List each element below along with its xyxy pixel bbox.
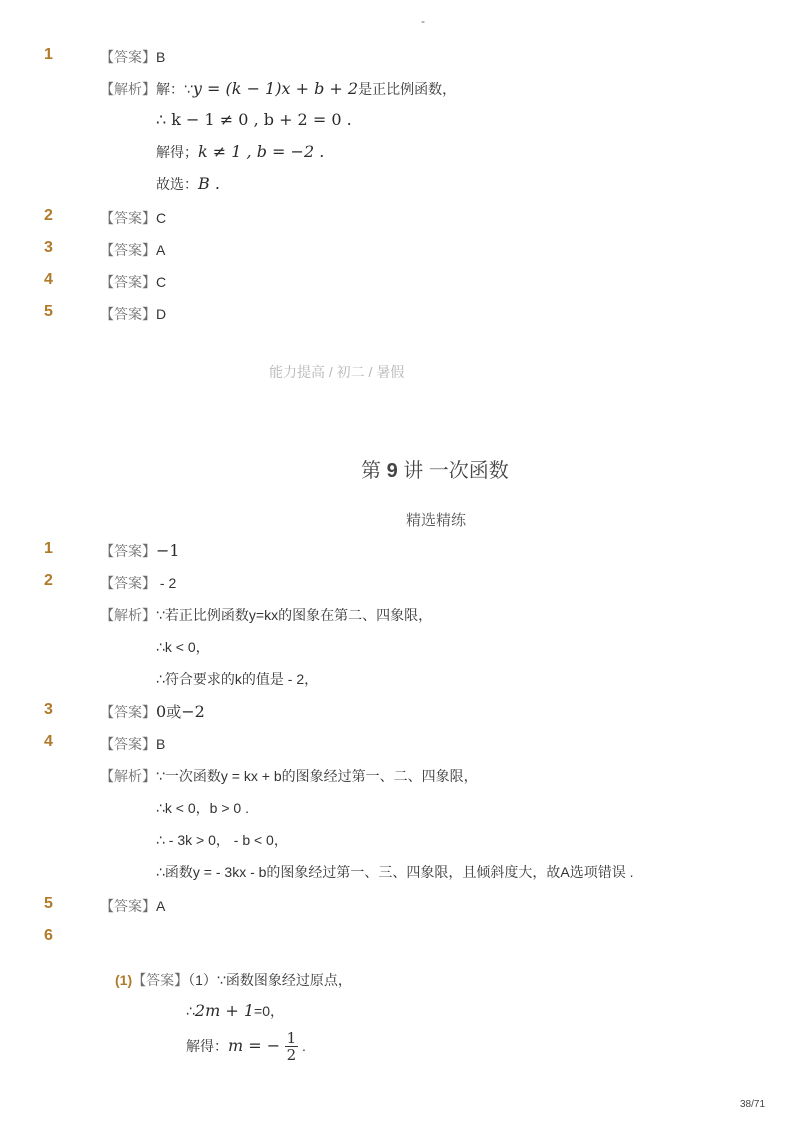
- fraction: [285, 1030, 299, 1063]
- analysis-line: ∴ k − 1 ≠ 0 , b + 2 = 0 .: [156, 110, 352, 129]
- answer-row: [100, 701, 205, 722]
- answer-row: [115, 970, 352, 990]
- analysis-line: [156, 174, 220, 194]
- question-number: 3: [44, 701, 53, 718]
- answer-value: −1: [156, 541, 180, 560]
- analysis-label: 【解析】: [100, 607, 156, 623]
- question-number: 2: [44, 572, 53, 589]
- analysis-line: ∴函数y = - 3kx - b的图象经过第一、三、四象限，且倾斜度大，故A选项错误 .: [156, 864, 634, 880]
- answer-row: [100, 573, 176, 593]
- question-number: 5: [44, 303, 53, 320]
- page-footer-banner: 能力提高 / 初二 / 暑假: [269, 364, 405, 380]
- answer-value: A: [156, 898, 166, 914]
- analysis-line: [156, 142, 324, 162]
- answer-row: [100, 47, 165, 67]
- answer-value: - 2: [156, 575, 177, 591]
- page-number: 38/71: [740, 1099, 766, 1110]
- analysis-label: 【解析】: [100, 768, 156, 784]
- answer-label: 【答案】: [100, 736, 156, 752]
- answer-row: [100, 240, 165, 260]
- answer-value: C: [156, 274, 167, 290]
- answer-value: B: [156, 49, 166, 65]
- answer-row: [100, 896, 165, 916]
- answer-value: −2: [181, 702, 205, 721]
- analysis-text: ∵若正比例函数y=kx的图象在第二、四象限，: [156, 607, 433, 623]
- question-number: 4: [44, 733, 53, 750]
- answer-value: C: [156, 210, 167, 226]
- question-number: 5: [44, 895, 53, 912]
- answer-text: .: [298, 1038, 306, 1054]
- analysis-line: ∴k < 0，: [156, 639, 210, 655]
- fraction-numerator: 1: [286, 1028, 297, 1047]
- answer-label: 【答案】: [132, 972, 189, 988]
- lesson-number: 9: [386, 460, 398, 482]
- answer-value: B: [156, 736, 166, 752]
- answer-value: A: [156, 242, 166, 258]
- fraction-denominator: 2: [286, 1045, 297, 1064]
- answer-text: =0，: [254, 1003, 284, 1019]
- question-number: 1: [44, 46, 53, 63]
- math-expression: m = −: [228, 1036, 281, 1055]
- answer-row: [100, 304, 166, 324]
- answer-line: [186, 1001, 284, 1021]
- answer-value: D: [156, 306, 167, 322]
- answer-text: 解得：: [186, 1038, 228, 1054]
- answer-label: 【答案】: [100, 898, 156, 914]
- lesson-subtitle: 精选精练: [406, 512, 467, 529]
- top-mark: -: [421, 14, 425, 28]
- answer-value: 0: [156, 702, 167, 721]
- answer-text: （1）∵函数图象经过原点，: [188, 972, 352, 988]
- math-expression: 2m + 1: [194, 1001, 255, 1020]
- answer-label: 【答案】: [100, 274, 156, 290]
- question-number: 3: [44, 239, 53, 256]
- analysis-text: 解：∵: [156, 81, 193, 97]
- answer-label: 【答案】: [100, 306, 156, 322]
- answer-text: ∴: [186, 1003, 195, 1019]
- answer-label: 【答案】: [100, 49, 156, 65]
- lesson-title: [361, 454, 509, 483]
- question-number: 1: [44, 540, 53, 557]
- sub-question-label: (1): [115, 972, 133, 988]
- answer-label: 【答案】: [100, 543, 156, 559]
- answer-label: 【答案】: [100, 575, 156, 591]
- question-number: 6: [44, 927, 53, 944]
- answer-value: 或: [166, 704, 182, 721]
- analysis-line: ∴ - 3k > 0， - b < 0，: [156, 832, 288, 848]
- answer-label: 【答案】: [100, 242, 156, 258]
- answer-label: 【答案】: [100, 210, 156, 226]
- lesson-title-text: 讲 一次函数: [403, 460, 509, 482]
- analysis-line: ∴k < 0，b > 0 .: [156, 800, 249, 816]
- math-expression: k ≠ 1 , b = −2 .: [198, 142, 325, 161]
- analysis-text: ∵一次函数y = kx + b的图象经过第一、二、四象限，: [156, 768, 478, 784]
- lesson-title-prefix: 第: [361, 460, 381, 482]
- answer-line: [186, 1024, 306, 1068]
- analysis-row: [100, 79, 456, 99]
- analysis-row: [100, 766, 478, 786]
- math-expression: B .: [198, 174, 220, 193]
- question-number: 4: [44, 271, 53, 288]
- question-number: 2: [44, 207, 53, 224]
- answer-row: [100, 272, 166, 292]
- answer-row: [100, 541, 180, 561]
- answer-label: 【答案】: [100, 704, 156, 720]
- answer-row: [100, 734, 165, 754]
- math-expression: y = (k − 1)x + b + 2: [192, 79, 359, 98]
- analysis-line: ∴符合要求的k的值是 - 2，: [156, 671, 319, 687]
- analysis-text: 故选：: [156, 176, 198, 192]
- answer-row: [100, 208, 166, 228]
- analysis-text: 解得；: [156, 144, 198, 160]
- analysis-label: 【解析】: [100, 81, 156, 97]
- analysis-row: [100, 605, 432, 625]
- analysis-text: 是正比例函数，: [358, 81, 457, 97]
